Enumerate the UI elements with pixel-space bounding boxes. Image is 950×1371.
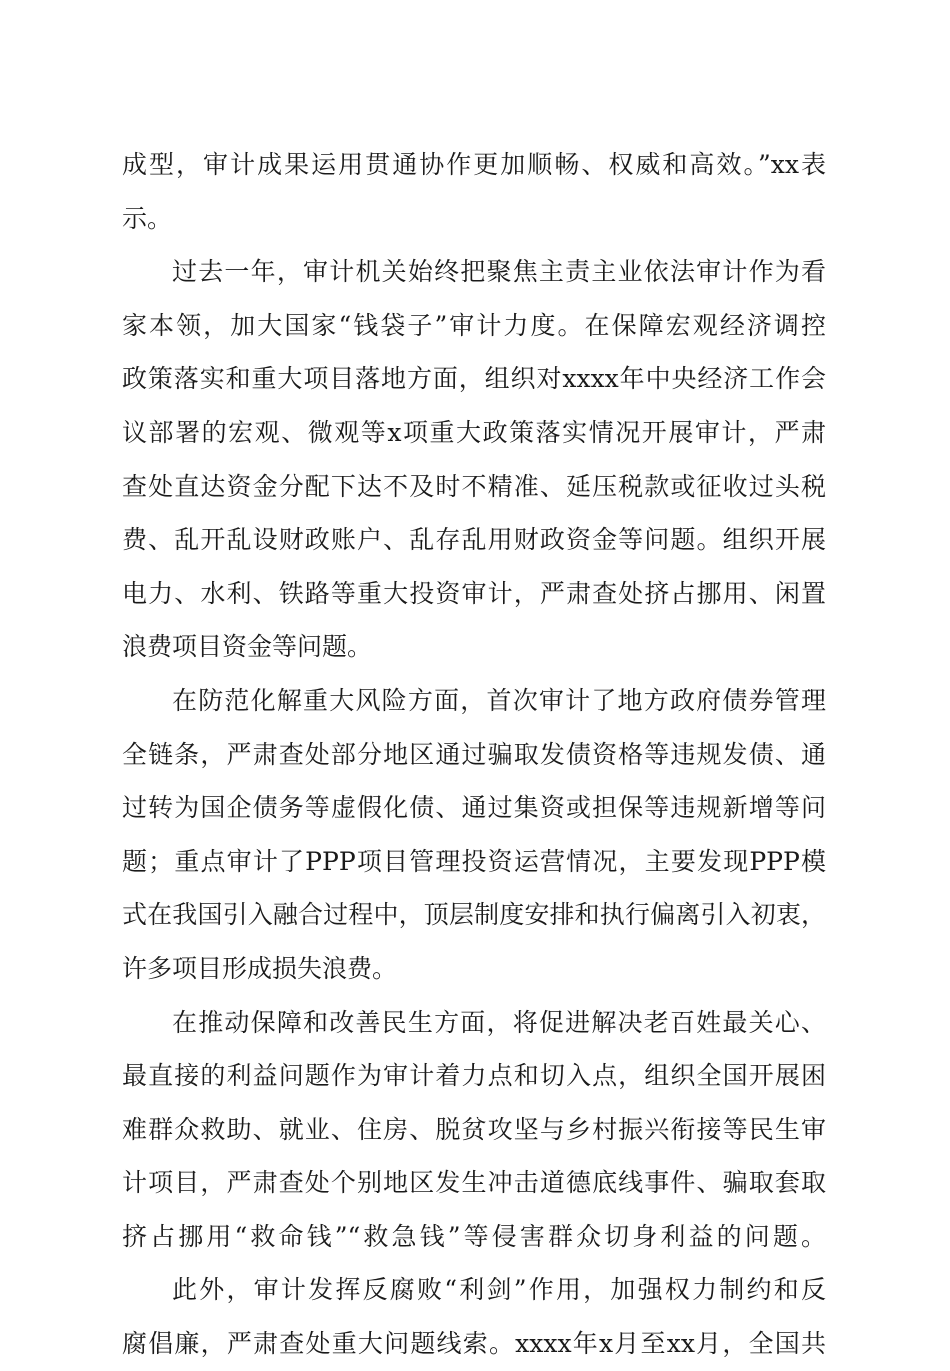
paragraph-4 <box>122 996 826 1264</box>
paragraph-2 <box>122 245 826 674</box>
paragraph-3-line-6: 许多项目形成损失浪费。 <box>122 953 398 983</box>
paragraph-2-line-3: 政策落实和重大项目落地方面，组织对xxxx年中央经济工作会 <box>122 364 826 394</box>
paragraph-3 <box>122 674 826 996</box>
paragraph-2-line-5: 查处直达资金分配下达不及时不精准、延压税款或征收过头税 <box>122 471 826 501</box>
paragraph-4-line-1: 在推动保障和改善民生方面，将促进解决老百姓最关心、 <box>172 1007 826 1037</box>
paragraph-5-line-1: 此外，审计发挥反腐败“利剑”作用，加强权力制约和反 <box>172 1275 826 1305</box>
paragraph-5 <box>122 1263 826 1370</box>
paragraph-2-line-1: 过去一年，审计机关始终把聚焦主责主业依法审计作为看 <box>172 257 826 287</box>
paragraph-2-line-2: 家本领，加大国家“钱袋子”审计力度。在保障宏观经济调控 <box>122 310 826 340</box>
paragraph-4-line-3: 难群众救助、就业、住房、脱贫攻坚与乡村振兴衔接等民生审 <box>122 1114 826 1144</box>
paragraph-2-line-4: 议部署的宏观、微观等x项重大政策落实情况开展审计，严肃 <box>122 417 826 447</box>
paragraph-2-line-6: 费、乱开乱设财政账户、乱存乱用财政资金等问题。组织开展 <box>122 525 826 555</box>
paragraph-2-line-7: 电力、水利、铁路等重大投资审计，严肃查处挤占挪用、闲置 <box>122 578 826 608</box>
paragraph-5-line-2: 腐倡廉，严肃查处重大问题线索。xxxx年x月至xx月，全国共 <box>122 1329 826 1359</box>
paragraph-1-line-1: 成型，审计成果运用贯通协作更加顺畅、权威和高效。”xx表 <box>122 150 826 179</box>
paragraph-3-line-2: 全链条，严肃查处部分地区通过骗取发债资格等违规发债、通 <box>122 739 826 769</box>
paragraph-4-line-5: 挤占挪用“救命钱”“救急钱”等侵害群众切身利益的问题。 <box>122 1221 826 1251</box>
paragraph-2-line-8: 浪费项目资金等问题。 <box>122 632 373 662</box>
paragraph-3-line-4: 题；重点审计了PPP项目管理投资运营情况，主要发现PPP模 <box>122 846 826 876</box>
paragraph-3-line-1: 在防范化解重大风险方面，首次审计了地方政府债券管理 <box>172 685 826 715</box>
document-body <box>122 138 826 1371</box>
paragraph-4-line-2: 最直接的利益问题作为审计着力点和切入点，组织全国开展困 <box>122 1061 826 1091</box>
paragraph-3-line-5: 式在我国引入融合过程中，顶层制度安排和执行偏离引入初衷， <box>122 900 826 930</box>
paragraph-1 <box>122 138 826 245</box>
paragraph-1-line-2: 示。 <box>122 203 173 233</box>
paragraph-3-line-3: 过转为国企债务等虚假化债、通过集资或担保等违规新增等问 <box>122 793 826 823</box>
paragraph-4-line-4: 计项目，严肃查处个别地区发生冲击道德底线事件、骗取套取 <box>122 1168 826 1198</box>
